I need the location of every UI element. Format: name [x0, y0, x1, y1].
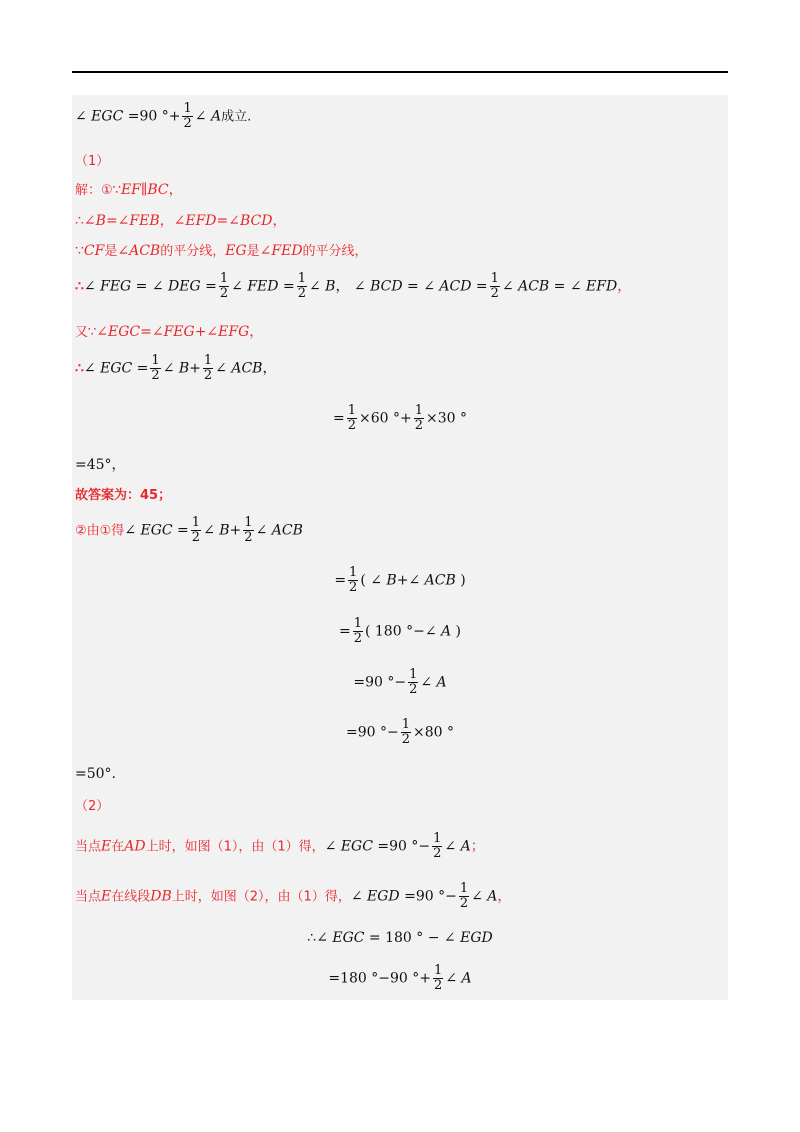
line-5: ∵CF是∠ACB的平分线，EG是∠FED的平分线，	[75, 243, 368, 259]
line-17: =50°.	[75, 766, 116, 782]
line-16: =90 °− $\frac{1}{2}$ ×80 °	[345, 717, 454, 747]
header-rule	[72, 71, 728, 73]
line-19: 当点E在AD上时，如图（1），由（1）得，∠ EGC =90 °− $\frac{1}{2}$ ∠ A；	[75, 831, 485, 861]
line-3: 解：①∵EF∥BC，	[75, 182, 183, 198]
line-15: =90 °− $\frac{1}{2}$ ∠ A	[353, 667, 447, 697]
line-14: = $\frac{1}{2}$ ( 180 °−∠ A )	[338, 616, 462, 646]
line-12: ②由①得∠ EGC = $\frac{1}{2}$ ∠ B+ $\frac{1}{2}$ ∠ ACB	[75, 515, 303, 545]
line-1: ∠ EGC =90 °+ $\frac{1}{2}$ ∠ A成立.	[75, 101, 252, 131]
line-22: =180 °−90 °+ $\frac{1}{2}$ ∠ A	[328, 963, 472, 993]
line-8: ∴∠ EGC = $\frac{1}{2}$ ∠ B+ $\frac{1}{2}$ ∠ ACB，	[75, 353, 277, 383]
line-2: （1）	[75, 154, 110, 169]
line-7: 又∵∠EGC=∠FEG+∠EFG，	[75, 324, 264, 340]
line-4: ∴∠B=∠FEB，∠EFD=∠BCD，	[75, 213, 287, 229]
solution-panel	[72, 95, 728, 1000]
line-9: = $\frac{1}{2}$ ×60 °+ $\frac{1}{2}$ ×30 °	[332, 403, 468, 433]
line-10: =45°，	[75, 457, 126, 473]
line-6: ∴∠ FEG = ∠ DEG = $\frac{1}{2}$ ∠ FED = $\frac{1}{2}$ ∠ B， ∠ BCD = ∠ ACD = $\frac{1}{2}$ ∠ ACB = ∠ EFD，	[75, 271, 632, 301]
line-11: 故答案为：45；	[75, 488, 172, 503]
line-18: （2）	[75, 799, 110, 814]
line-20: 当点E在线段DB上时，如图（2），由（1）得，∠ EGD =90 °− $\frac{1}{2}$ ∠ A，	[75, 881, 512, 911]
line-13: = $\frac{1}{2}$ ( ∠ B+∠ ACB )	[334, 565, 466, 595]
line-21: ∴∠ EGC = 180 ° − ∠ EGD	[307, 930, 493, 946]
